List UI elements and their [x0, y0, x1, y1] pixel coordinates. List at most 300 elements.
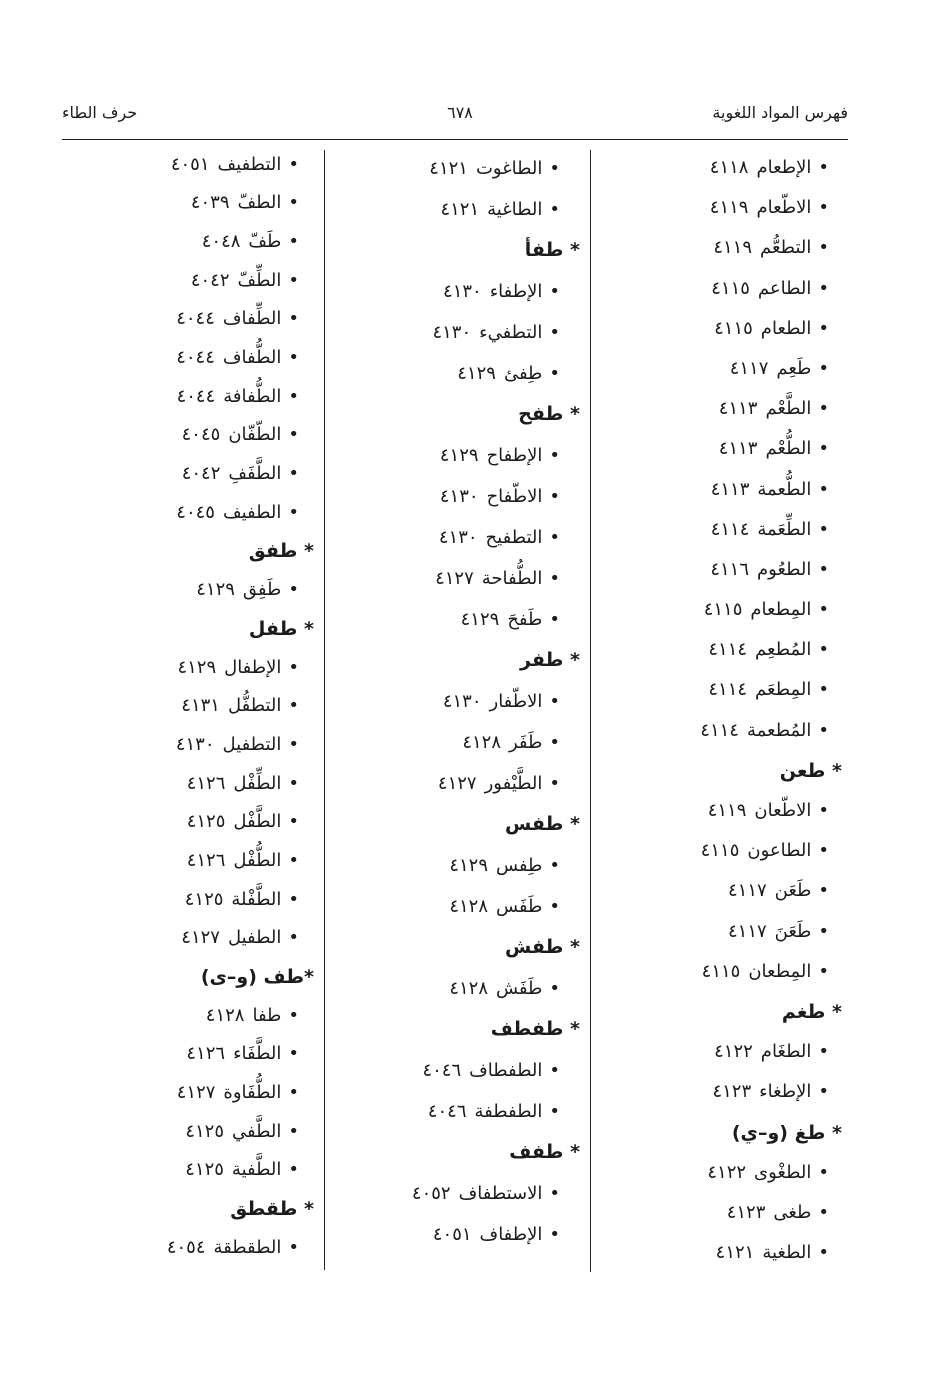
- index-entry: [118, 455, 314, 494]
- entry-page-reference: ٤١٢٣: [712, 1081, 752, 1103]
- root-heading: * طفف: [509, 1140, 580, 1163]
- index-entry: [336, 558, 580, 599]
- entry-page-reference: ٤١٣١: [181, 695, 220, 717]
- entry-word: الطفيف: [222, 501, 282, 523]
- entry-page-reference: ٤١١٨: [709, 157, 749, 178]
- bullet-icon: •: [549, 1223, 560, 1245]
- entry-page-reference: ٤١٣٠: [439, 485, 479, 507]
- entry-word: الطَّيْفور: [484, 772, 543, 794]
- bullet-icon: •: [549, 198, 560, 220]
- index-entry: [596, 630, 842, 670]
- index-entry: [118, 571, 314, 610]
- root-heading: *طف (و–ى): [200, 966, 314, 989]
- entry-word: الطغْوى: [754, 1161, 812, 1183]
- index-entry: [336, 476, 580, 517]
- index-entry: [336, 189, 580, 230]
- entry-page-reference: ٤١٢٦: [186, 1043, 226, 1065]
- bullet-icon: •: [818, 317, 829, 339]
- entry-word: طَعِم: [776, 357, 812, 379]
- bullet-icon: •: [549, 854, 560, 876]
- entry-word: طِفئ: [503, 362, 543, 384]
- index-entry: [596, 349, 842, 389]
- bullet-icon: •: [818, 157, 829, 178]
- entry-page-reference: ٤١٢٨: [449, 977, 488, 999]
- index-entry: [336, 599, 580, 640]
- entry-page-reference: ٤١٢٥: [186, 811, 226, 833]
- entry-word: طَفحَ: [507, 608, 543, 630]
- bullet-icon: •: [288, 849, 299, 871]
- bullet-icon: •: [818, 840, 829, 862]
- bullet-icon: •: [549, 157, 560, 179]
- entry-word: التطفيف: [217, 153, 282, 175]
- index-entry: [336, 1050, 580, 1091]
- entry-page-reference: ٤٠٥١: [170, 153, 210, 175]
- bullet-icon: •: [818, 398, 829, 420]
- entry-page-reference: ٤١٢٨: [205, 1004, 245, 1026]
- entry-word: الطعُوم: [756, 558, 812, 580]
- root-heading: * طفأ: [524, 238, 580, 261]
- bullet-icon: •: [288, 1236, 299, 1258]
- entry-page-reference: ٤١٢٩: [457, 362, 496, 384]
- entry-page-reference: ٤١٢٦: [186, 772, 226, 794]
- entry-page-reference: ٤١١٥: [711, 277, 750, 299]
- entry-page-reference: ٤١٢٢: [707, 1161, 747, 1183]
- entry-page-reference: ٤١١٣: [710, 478, 750, 500]
- index-entry: [596, 711, 842, 751]
- entry-word: الاطّعان: [754, 800, 812, 821]
- entry-word: الاستطفاف: [458, 1182, 543, 1204]
- entry-word: الطَّفَاء: [233, 1043, 282, 1065]
- bullet-icon: •: [549, 485, 560, 507]
- index-entry: [118, 881, 314, 920]
- index-entry: [336, 845, 580, 886]
- bullet-icon: •: [288, 269, 299, 291]
- index-entry: [596, 309, 842, 349]
- bullet-icon: •: [288, 192, 299, 214]
- entry-page-reference: ٤١١٩: [709, 197, 749, 219]
- entry-page-reference: ٤١١٥: [701, 960, 741, 982]
- index-entry: [118, 146, 314, 185]
- index-entry: [596, 269, 842, 309]
- index-entry: [596, 510, 842, 550]
- entry-page-reference: ٤١١٥: [714, 317, 753, 339]
- bullet-icon: •: [818, 277, 829, 299]
- entry-word: المِطعان: [748, 960, 812, 982]
- bullet-icon: •: [818, 920, 829, 942]
- entry-word: الطّفّان: [228, 424, 282, 446]
- bullet-icon: •: [549, 977, 560, 999]
- index-entry: [118, 339, 314, 378]
- index-entry: [118, 416, 314, 455]
- entry-word: الطاغية: [487, 198, 543, 220]
- index-entry: [596, 470, 842, 510]
- index-entry: [596, 550, 842, 590]
- entry-word: الاطّفار: [489, 690, 543, 712]
- bullet-icon: •: [288, 424, 299, 446]
- index-entry: [596, 1193, 842, 1233]
- index-title: فهرس المواد اللغوية: [712, 103, 848, 122]
- bullet-icon: •: [549, 280, 560, 302]
- entry-page-reference: ٤١٢١: [429, 157, 468, 179]
- bullet-icon: •: [288, 1004, 299, 1026]
- index-entry: [336, 1091, 580, 1132]
- bullet-icon: •: [288, 1159, 299, 1181]
- column-divider-left: [324, 150, 325, 1270]
- bullet-icon: •: [288, 153, 299, 175]
- index-entry: [596, 912, 842, 952]
- entry-page-reference: ٤١٢٩: [439, 444, 479, 466]
- entry-word: الطغَام: [760, 1041, 812, 1063]
- index-entry: [336, 681, 580, 722]
- bullet-icon: •: [549, 895, 560, 917]
- entry-word: الطاغوت: [475, 157, 543, 179]
- index-entry: [596, 389, 842, 429]
- index-entry: [118, 765, 314, 804]
- entry-page-reference: ٤٠٤٤: [176, 385, 216, 407]
- entry-page-reference: ٤١٢٧: [435, 567, 474, 589]
- entry-page-reference: ٤٠٥١: [432, 1223, 472, 1245]
- index-column-left: [118, 146, 314, 1268]
- bullet-icon: •: [288, 733, 299, 755]
- index-entry: [336, 517, 580, 558]
- bullet-icon: •: [288, 888, 299, 910]
- entry-page-reference: ٤١٣٠: [443, 280, 482, 302]
- index-entry: [596, 1233, 842, 1273]
- entry-page-reference: ٤٠٥٢: [411, 1182, 451, 1204]
- entry-word: طَفَر: [509, 731, 543, 753]
- bullet-icon: •: [549, 690, 560, 712]
- entry-word: التطفيح: [485, 526, 543, 548]
- entry-page-reference: ٤٠٥٤: [166, 1236, 206, 1258]
- bullet-icon: •: [818, 237, 829, 259]
- entry-word: الطُّعْم: [765, 438, 812, 460]
- index-entry: [596, 952, 842, 992]
- bullet-icon: •: [549, 1100, 560, 1122]
- entry-page-reference: ٤٠٤٢: [181, 463, 221, 485]
- entry-page-reference: ٤١٢٨: [449, 895, 488, 917]
- entry-page-reference: ٤١٢٨: [462, 731, 501, 753]
- bullet-icon: •: [549, 608, 560, 630]
- index-entry: [118, 726, 314, 765]
- entry-page-reference: ٤١١٧: [729, 357, 769, 379]
- bullet-icon: •: [288, 1043, 299, 1065]
- entry-word: الطُّفْل: [233, 849, 282, 871]
- index-entry: [118, 842, 314, 881]
- root-heading: * طفس: [505, 812, 580, 835]
- page-number: ٦٧٨: [447, 103, 473, 122]
- index-entry: [118, 300, 314, 339]
- bullet-icon: •: [288, 579, 299, 601]
- entry-page-reference: ٤٠٤٥: [176, 501, 215, 523]
- entry-word: طغى: [773, 1201, 812, 1223]
- entry-page-reference: ٤٠٤٨: [201, 230, 241, 252]
- bullet-icon: •: [818, 1041, 829, 1063]
- entry-word: الطفطفة: [474, 1100, 543, 1122]
- index-entry: [596, 670, 842, 710]
- entry-word: الطفيل: [227, 927, 282, 949]
- bullet-icon: •: [288, 1082, 299, 1104]
- root-heading: * طفر: [520, 648, 580, 671]
- bullet-icon: •: [818, 960, 829, 982]
- entry-word: الطَّفية: [231, 1159, 282, 1181]
- root-heading: * طقطق: [230, 1198, 314, 1221]
- index-entry: [118, 1074, 314, 1113]
- entry-page-reference: ٤١١٦: [710, 558, 749, 580]
- bullet-icon: •: [288, 656, 299, 678]
- bullet-icon: •: [818, 1081, 829, 1103]
- entry-word: المُطعِم: [755, 639, 812, 661]
- entry-word: طَفَس: [495, 895, 543, 917]
- index-entry: [596, 188, 842, 228]
- entry-word: الإطغاء: [759, 1081, 812, 1103]
- bullet-icon: •: [288, 927, 299, 949]
- entry-page-reference: ٤٠٤٤: [176, 308, 215, 330]
- entry-page-reference: ٤١٢٥: [185, 1120, 225, 1142]
- bullet-icon: •: [288, 772, 299, 794]
- bullet-icon: •: [288, 501, 299, 523]
- entry-page-reference: ٤٠٤٤: [176, 347, 215, 369]
- entry-page-reference: ٤١٢٩: [449, 854, 488, 876]
- entry-word: الطاعون: [747, 840, 812, 862]
- index-entry: [118, 997, 314, 1036]
- bullet-icon: •: [549, 731, 560, 753]
- bullet-icon: •: [288, 347, 299, 369]
- entry-page-reference: ٤٠٤٦: [427, 1100, 467, 1122]
- entry-word: طفا: [252, 1004, 282, 1026]
- index-entry: [118, 184, 314, 223]
- index-entry: [596, 590, 842, 630]
- root-heading: * طعن: [779, 759, 842, 782]
- entry-page-reference: ٤١٢٢: [714, 1041, 753, 1063]
- entry-word: الطِّفّ: [237, 269, 282, 291]
- entry-word: المِطعام: [750, 599, 812, 621]
- root-heading: * طغ (و–ي): [731, 1121, 842, 1144]
- entry-word: الطُّفاحة: [481, 567, 543, 589]
- entry-page-reference: ٤١١٤: [700, 719, 739, 741]
- bullet-icon: •: [288, 385, 299, 407]
- entry-word: التطفيل: [222, 733, 282, 755]
- index-entry: [118, 1113, 314, 1152]
- bullet-icon: •: [818, 719, 829, 741]
- bullet-icon: •: [288, 463, 299, 485]
- entry-word: الطقطقة: [213, 1236, 282, 1258]
- entry-page-reference: ٤١٢١: [715, 1242, 755, 1264]
- entry-page-reference: ٤١١٧: [727, 920, 767, 942]
- bullet-icon: •: [288, 1120, 299, 1142]
- index-entry: [596, 429, 842, 469]
- index-entry: [336, 312, 580, 353]
- bullet-icon: •: [818, 1242, 829, 1264]
- entry-word: الطَّفْلة: [231, 888, 282, 910]
- index-entry: [336, 886, 580, 927]
- entry-word: الإطفاء: [489, 280, 543, 302]
- index-entry: [118, 1151, 314, 1190]
- index-entry: [596, 871, 842, 911]
- index-entry: [118, 223, 314, 262]
- entry-word: الطَّفْل: [233, 811, 282, 833]
- bullet-icon: •: [818, 1201, 829, 1223]
- index-entry: [596, 1072, 842, 1112]
- entry-page-reference: ٤١١٩: [713, 237, 753, 259]
- entry-page-reference: ٤١٢٥: [185, 1159, 224, 1181]
- entry-word: الطَّعْم: [765, 398, 812, 420]
- entry-word: الإطفاف: [479, 1223, 543, 1245]
- index-entry: [336, 1214, 580, 1255]
- index-entry: [118, 378, 314, 417]
- index-entry: [336, 763, 580, 804]
- entry-word: المُطعمة: [746, 719, 812, 741]
- bullet-icon: •: [818, 197, 829, 219]
- entry-page-reference: ٤١٣٠: [432, 321, 472, 343]
- index-entry: [596, 228, 842, 268]
- bullet-icon: •: [818, 599, 829, 621]
- entry-page-reference: ٤١١٧: [727, 880, 767, 902]
- entry-word: الطعام: [760, 317, 812, 339]
- entry-page-reference: ٤١٢٧: [437, 772, 477, 794]
- entry-page-reference: ٤١٣٠: [175, 733, 215, 755]
- index-entry: [118, 1035, 314, 1074]
- index-entry: [596, 1153, 842, 1193]
- index-entry: [118, 687, 314, 726]
- bullet-icon: •: [549, 444, 560, 466]
- index-entry: [336, 722, 580, 763]
- entry-page-reference: ٤١٢٣: [726, 1201, 766, 1223]
- entry-word: المِطعَم: [755, 679, 812, 701]
- entry-page-reference: ٤٠٤٦: [422, 1059, 462, 1081]
- bullet-icon: •: [818, 1161, 829, 1183]
- entry-page-reference: ٤١٣٠: [442, 690, 482, 712]
- entry-word: طِفس: [495, 854, 543, 876]
- entry-word: طَفّ: [248, 230, 282, 252]
- bullet-icon: •: [549, 567, 560, 589]
- bullet-icon: •: [818, 639, 829, 661]
- bullet-icon: •: [288, 695, 299, 717]
- index-entry: [336, 435, 580, 476]
- index-entry: [336, 353, 580, 394]
- entry-page-reference: ٤١٢٦: [186, 849, 226, 871]
- entry-page-reference: ٤١٢٧: [176, 1082, 216, 1104]
- entry-page-reference: ٤١٢١: [440, 198, 480, 220]
- entry-word: الطفّ: [237, 192, 282, 214]
- bullet-icon: •: [818, 518, 829, 540]
- section-title: حرف الطاء: [62, 103, 138, 122]
- entry-word: الطِّفْل: [233, 772, 282, 794]
- bullet-icon: •: [818, 357, 829, 379]
- entry-word: طَفِق: [242, 579, 282, 601]
- index-entry: [596, 831, 842, 871]
- bullet-icon: •: [549, 321, 560, 343]
- bullet-icon: •: [818, 800, 829, 821]
- entry-word: الطُّفاف: [222, 347, 282, 369]
- index-entry: [118, 803, 314, 842]
- entry-word: طَعَن: [774, 880, 812, 902]
- entry-page-reference: ٤٠٤٥: [181, 424, 221, 446]
- index-entry: [596, 1032, 842, 1072]
- bullet-icon: •: [288, 811, 299, 833]
- root-heading: * طغم: [781, 1000, 842, 1023]
- root-heading: * طفح: [518, 402, 580, 425]
- root-heading: * طفش: [505, 935, 580, 958]
- index-entry: [336, 968, 580, 1009]
- entry-page-reference: ٤١١٣: [718, 438, 758, 460]
- bullet-icon: •: [549, 772, 560, 794]
- entry-word: طَعَنَ: [774, 920, 812, 942]
- entry-word: التطفُّل: [227, 695, 282, 717]
- entry-page-reference: ٤١١٤: [710, 518, 750, 540]
- entry-page-reference: ٤١٢٥: [184, 888, 224, 910]
- index-entry: [596, 791, 842, 831]
- entry-word: الطُّفَاوة: [223, 1082, 282, 1104]
- entry-word: الاطّفاح: [486, 485, 543, 507]
- bullet-icon: •: [818, 558, 829, 580]
- entry-word: الإطفاح: [486, 444, 543, 466]
- entry-word: طَفَش: [495, 977, 543, 999]
- root-heading: * طفل: [248, 617, 314, 640]
- entry-page-reference: ٤١٢٩: [177, 656, 217, 678]
- entry-page-reference: ٤١١٣: [718, 398, 758, 420]
- bullet-icon: •: [549, 1182, 560, 1204]
- entry-page-reference: ٤١٢٩: [196, 579, 235, 601]
- root-heading: * طفطف: [490, 1017, 580, 1040]
- header-divider: [62, 139, 848, 140]
- column-divider-right: [590, 150, 591, 1272]
- index-entry: [118, 262, 314, 301]
- index-entry: [118, 919, 314, 958]
- entry-word: الطَّفي: [232, 1120, 282, 1142]
- index-column-middle: [336, 148, 580, 1255]
- entry-word: الطفطاف: [469, 1059, 543, 1081]
- entry-page-reference: ٤١١٩: [707, 800, 747, 821]
- entry-page-reference: ٤١١٥: [700, 840, 740, 862]
- entry-word: الاطّعام: [756, 197, 812, 219]
- bullet-icon: •: [818, 478, 829, 500]
- entry-word: الطِّعَمة: [757, 518, 812, 540]
- bullet-icon: •: [818, 880, 829, 902]
- index-entry: [118, 649, 314, 688]
- bullet-icon: •: [549, 362, 560, 384]
- entry-word: الإطفال: [224, 656, 282, 678]
- index-entry: [336, 271, 580, 312]
- entry-page-reference: ٤١٢٩: [460, 608, 500, 630]
- entry-word: الإطعام: [756, 157, 812, 178]
- index-entry: [118, 1229, 314, 1268]
- entry-page-reference: ٤٠٣٩: [190, 192, 230, 214]
- entry-word: الطَّفَفِ: [228, 463, 282, 485]
- bullet-icon: •: [818, 679, 829, 701]
- root-heading: * طفق: [248, 540, 314, 563]
- bullet-icon: •: [288, 230, 299, 252]
- entry-page-reference: ٤١١٤: [708, 679, 748, 701]
- index-entry: [336, 148, 580, 189]
- entry-word: الطاعم: [757, 277, 812, 299]
- entry-page-reference: ٤١١٤: [708, 639, 748, 661]
- entry-page-reference: ٤١١٥: [703, 599, 743, 621]
- entry-page-reference: ٤٠٤٢: [190, 269, 230, 291]
- index-entry: [118, 494, 314, 533]
- bullet-icon: •: [549, 1059, 560, 1081]
- entry-page-reference: ٤١٣٠: [438, 526, 478, 548]
- entry-word: الطُّعمة: [757, 478, 812, 500]
- bullet-icon: •: [288, 308, 299, 330]
- entry-word: التطعُّم: [760, 237, 812, 259]
- entry-page-reference: ٤١٢٧: [181, 927, 220, 949]
- entry-word: الطِّفاف: [222, 308, 282, 330]
- index-entry: [336, 1173, 580, 1214]
- index-column-right: [596, 148, 842, 1273]
- entry-word: التطفيء: [479, 321, 543, 343]
- entry-word: الطُّفافة: [223, 385, 282, 407]
- bullet-icon: •: [549, 526, 560, 548]
